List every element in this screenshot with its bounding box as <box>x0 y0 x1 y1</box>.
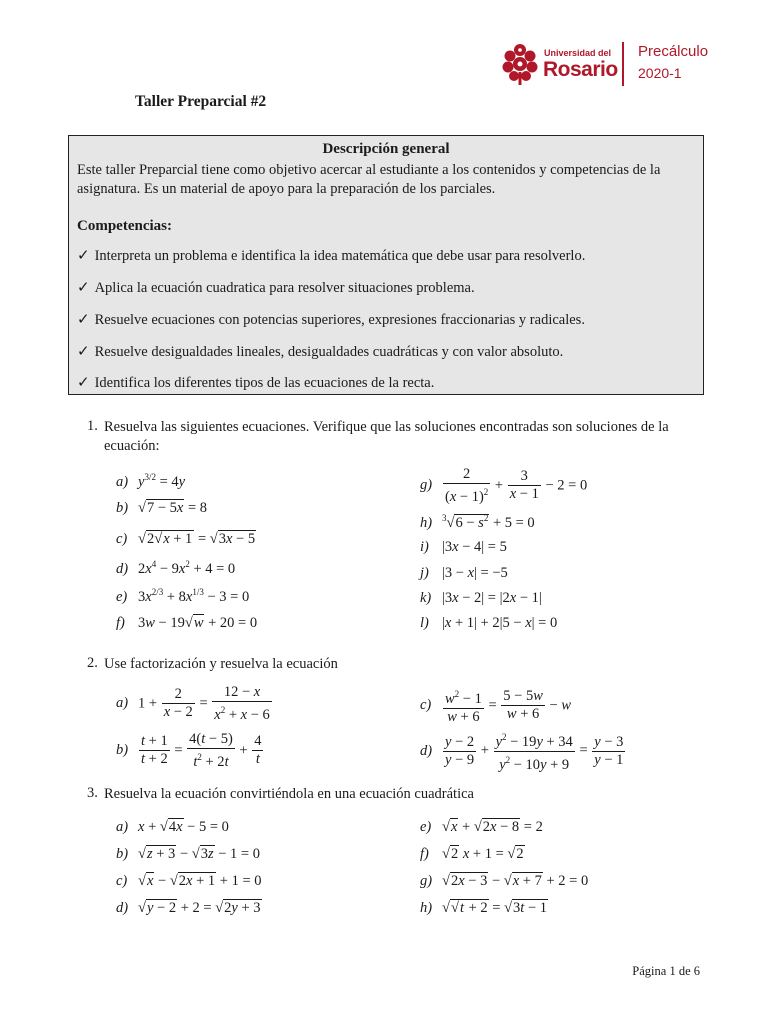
equation-item: c) $\frac{w^2 - 1}{w + 6}$ = $\frac{5 - 5w}{w + 6}$ − w <box>420 688 572 725</box>
equation-item: b) $\frac{t + 1}{t + 2}$ = $\frac{4(t - 5)}{t^2 + 2t}$ + $\frac{4}{t}$ <box>116 731 262 770</box>
equation-item: k) |3x − 2| = |2x − 1| <box>420 590 542 606</box>
equation-item: e) √x + √2x − 8 = 2 <box>420 819 543 835</box>
equation-item: a) $y^{3/2} = 4y$ <box>116 472 186 490</box>
checkmark-icon: ✓ <box>77 278 90 296</box>
equation-item: d) $\frac{y - 2}{y - 9}$ + $\frac{y^2 - 19y + 34}{y^2 - 10y + 9}$ = $\frac{y - 3}{y - 1}$ <box>420 732 624 773</box>
description-box <box>68 135 704 395</box>
equation-item: f) 3w − 19√w + 20 = 0 <box>116 615 258 631</box>
equation-item: c) √2√x + 1 = √3x − 5 <box>116 531 256 547</box>
problem-statement: Resuelva la ecuación convirtiéndola en una ecuación cuadrática <box>104 786 474 802</box>
equation-item: e) $3x^{2/3} + 8x^{1/3} - 3 = 0$ <box>116 587 250 605</box>
competencia-item: ✓ Resuelve desigualdades lineales, desigualdades cuadráticas y con valor absoluto. <box>77 342 564 360</box>
equation-item: a) x + √4x − 5 = 0 <box>116 819 229 835</box>
course-term: 2020-1 <box>638 65 682 81</box>
problem-number: 1. <box>87 418 98 434</box>
competencia-item: ✓ Identifica los diferentes tipos de las ecuaciones de la recta. <box>77 373 435 391</box>
document-title: Taller Preparcial #2 <box>135 93 267 110</box>
problem-statement: Resuelva las siguientes ecuaciones. Verifique que las soluciones encontradas son soluciones de la ecuación: <box>104 419 669 454</box>
competencias-heading: Competencias: <box>77 218 172 234</box>
equation-item: f) √2 x + 1 = √2 <box>420 846 524 862</box>
problem-statement: Use factorización y resuelva la ecuación <box>104 656 338 672</box>
equation-item: h) √√t + 2 = √3t − 1 <box>420 900 548 916</box>
equation-item: d) $2x^4 - 9x^2 + 4 = 0$ <box>116 559 236 577</box>
checkmark-icon: ✓ <box>77 373 90 391</box>
logo-text-line1: Universidad del <box>544 48 612 58</box>
equation-item: g) √2x − 3 − √x + 7 + 2 = 0 <box>420 873 589 889</box>
problem-number: 3. <box>87 785 98 801</box>
page-number: Página 1 de 6 <box>632 964 700 978</box>
course-name: Precálculo <box>638 43 709 60</box>
competencia-item: ✓ Interpreta un problema e identifica la idea matemática que debe usar para resolverlo. <box>77 246 586 264</box>
checkmark-icon: ✓ <box>77 246 90 264</box>
equation-item: h) $^3√6 - s^2 + 5 = 0$ <box>420 513 535 531</box>
problem-number: 2. <box>87 655 98 671</box>
equation-item: a) 1 + $\frac{2}{x - 2}$ = $\frac{12 - x}{x^2 + x - 6}$ <box>116 684 270 723</box>
checkmark-icon: ✓ <box>77 342 90 360</box>
equation-item: i) |3x − 4| = 5 <box>420 539 507 555</box>
header-divider <box>622 42 624 86</box>
competencia-item: ✓ Aplica la ecuación cuadratica para resolver situaciones problema. <box>77 278 475 296</box>
logo-text-line2: Rosario <box>543 58 618 81</box>
equation-item: j) |3 − x| = −5 <box>420 565 508 581</box>
competencia-item: ✓ Resuelve ecuaciones con potencias superiores, expresiones fraccionarias y radicales. <box>77 310 585 328</box>
rosario-crest-icon <box>500 42 540 86</box>
description-text: Este taller Preparcial tiene como objetivo acercar al estudiante a los contenidos y competencias de la asignatura. Es un material de apoyo para la preparación de los parciales. <box>77 162 661 197</box>
equation-item: b) √7 − 5x = 8 <box>116 500 208 516</box>
university-logo <box>500 40 618 88</box>
checkmark-icon: ✓ <box>77 310 90 328</box>
equation-item: g) $\frac{2}{(x - 1)^2}$ + $\frac{3}{x - 1}$ − 2 = 0 <box>420 466 588 505</box>
equation-item: d) √y − 2 + 2 = √2y + 3 <box>116 900 261 916</box>
description-heading: Descripción general <box>322 141 450 157</box>
equation-item: c) √x − √2x + 1 + 1 = 0 <box>116 873 262 889</box>
equation-item: l) |x + 1| + 2|5 − x| = 0 <box>420 615 558 631</box>
equation-item: b) √z + 3 − √3z − 1 = 0 <box>116 846 260 862</box>
